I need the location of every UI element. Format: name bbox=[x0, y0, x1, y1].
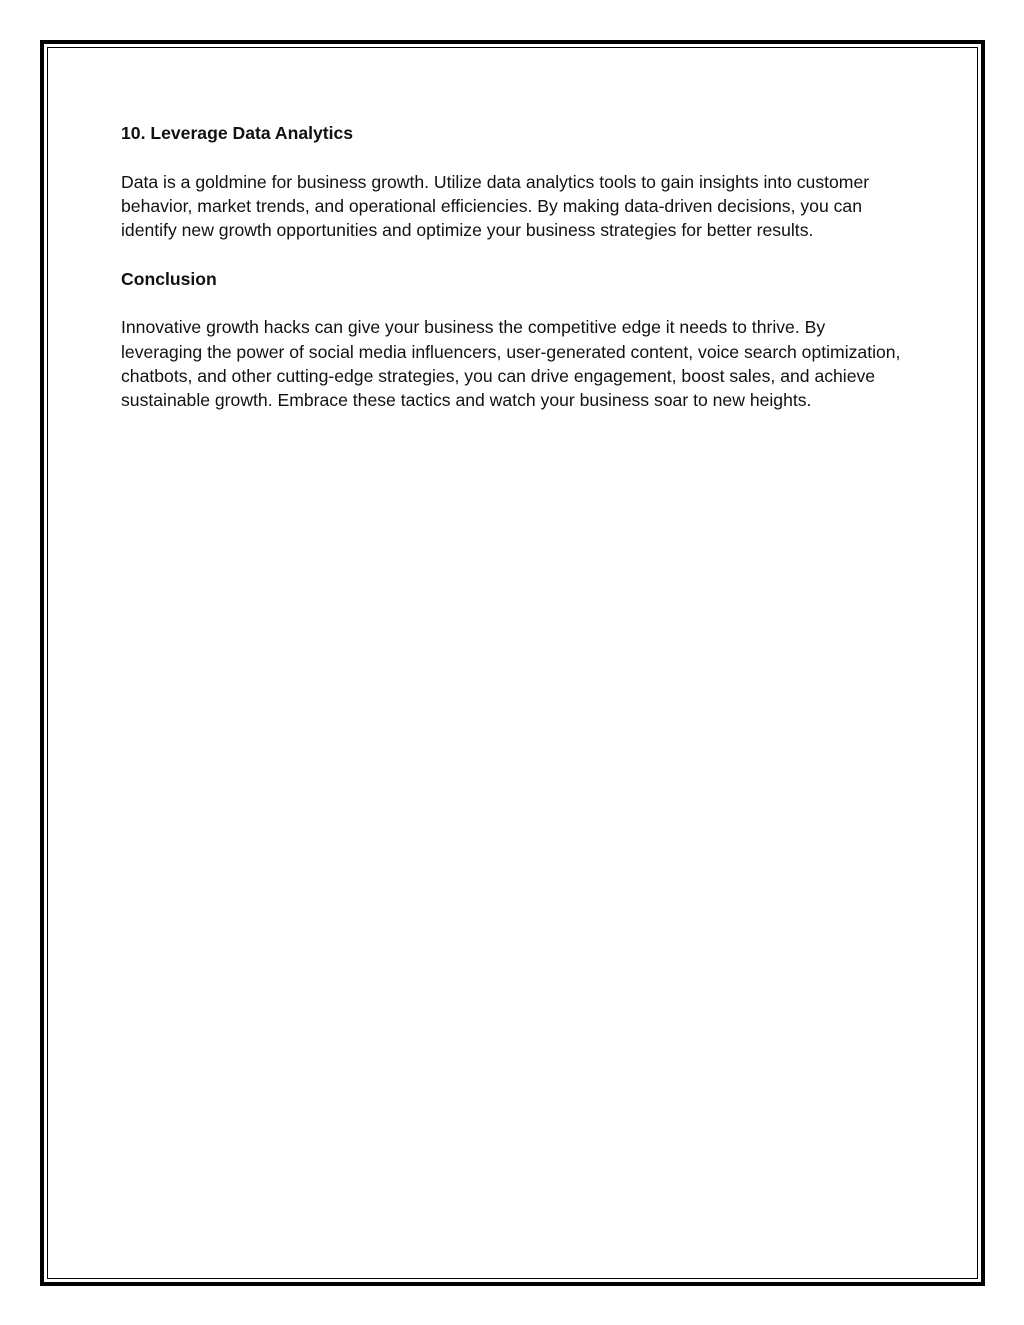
section-heading-conclusion: Conclusion bbox=[121, 268, 217, 289]
section-body-conclusion: Innovative growth hacks can give your business the competitive edge it needs to thrive. By leveraging the power of social media influencers, user-generated content, voice search optimization, chatbots, and other cutting-edge strategies, you can drive engagement, boost sales, and achieve sustainable growth. Embrace these tactics and watch your business soar to new heights. bbox=[121, 317, 901, 411]
document-content bbox=[121, 121, 911, 437]
section-body-data-analytics: Data is a goldmine for business growth. Utilize data analytics tools to gain insights into customer behavior, market trends, and operational efficiencies. By making data-driven decisions, you can identify new growth opportunities and optimize your business strategies for better results. bbox=[121, 171, 870, 241]
section-heading-data-analytics: 10. Leverage Data Analytics bbox=[121, 123, 354, 143]
